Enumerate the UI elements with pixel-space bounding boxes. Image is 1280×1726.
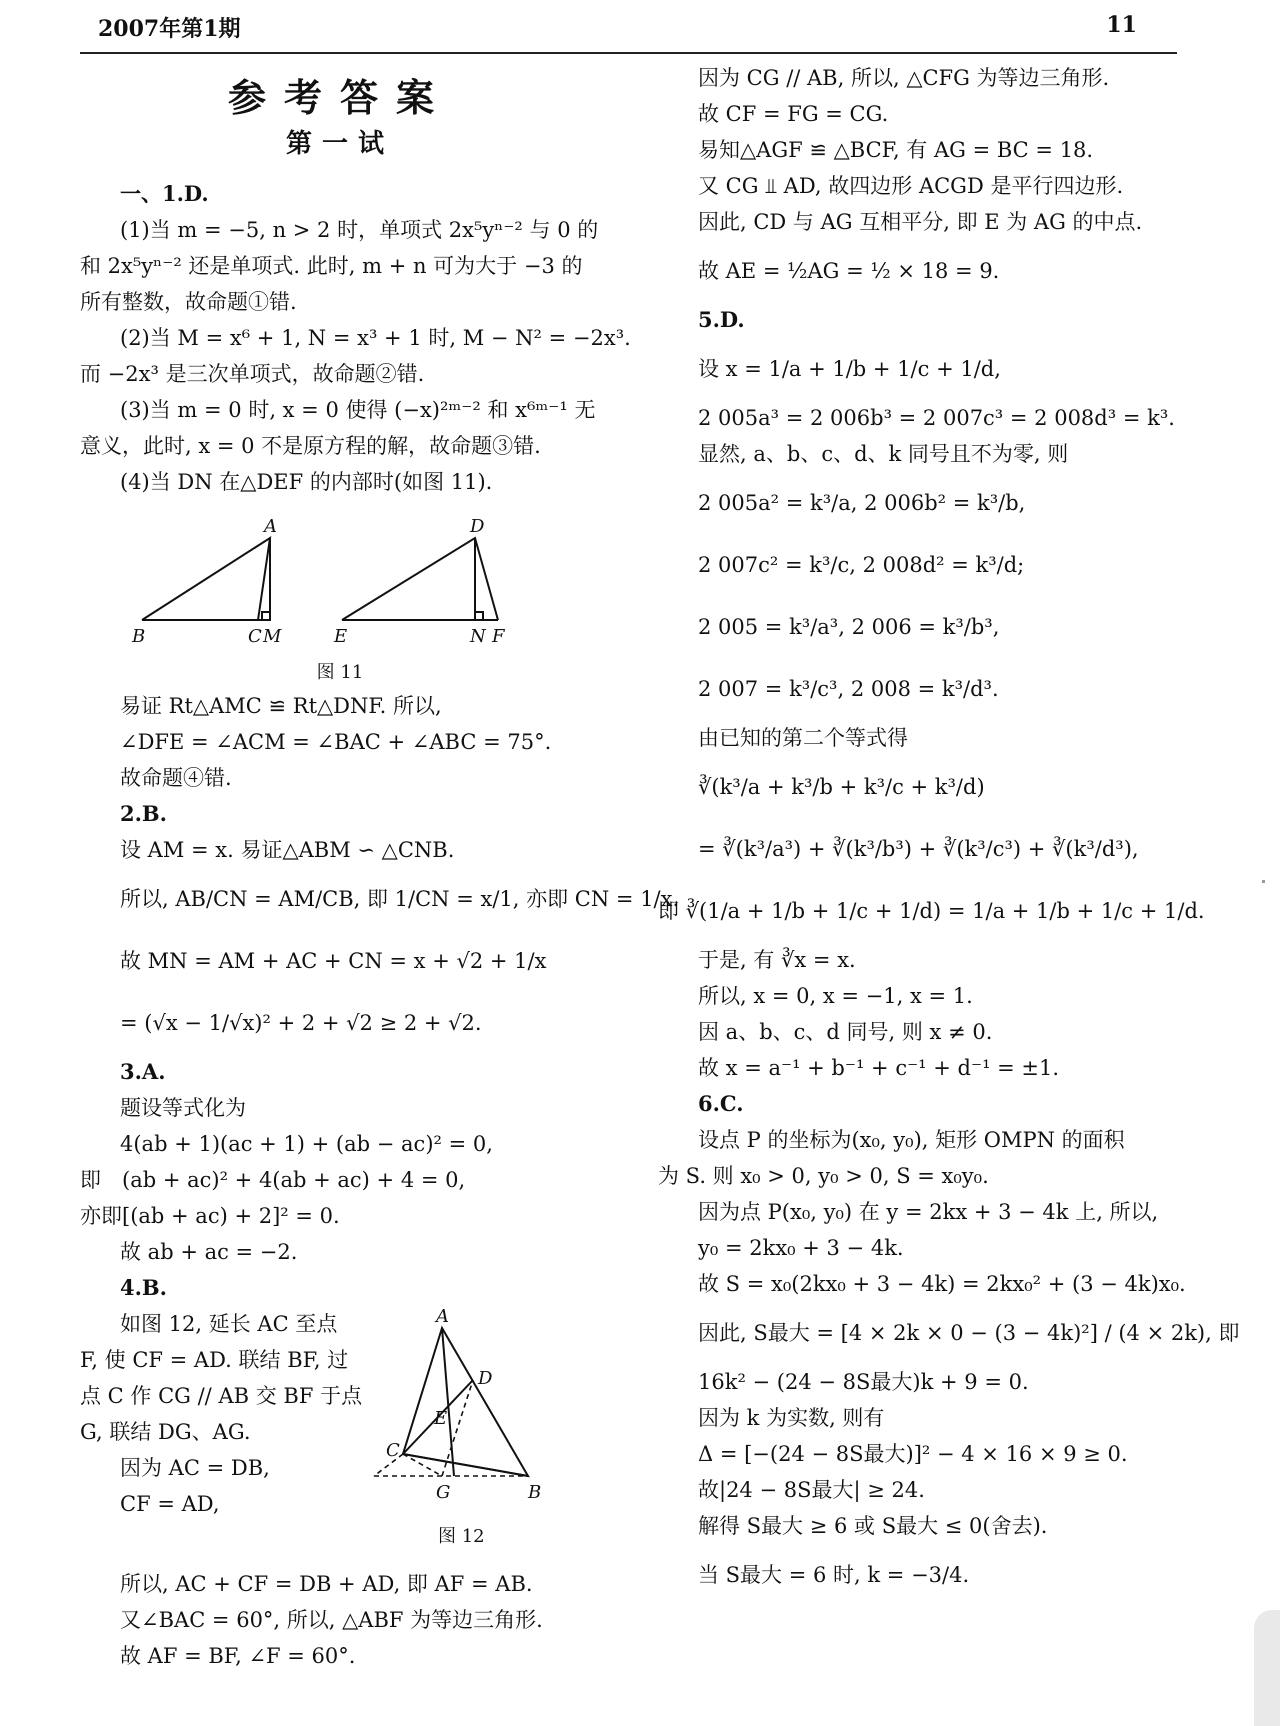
text-line: 解得 S最大 ≥ 6 或 S最大 ≤ 0(舍去). <box>698 1514 1048 1538</box>
answer-4-heading: 4.B. <box>120 1275 167 1300</box>
page-header <box>80 0 1177 54</box>
text-line: 因此, CD 与 AG 互相平分, 即 E 为 AG 的中点. <box>698 210 1143 234</box>
page-title: 参考答案 <box>227 75 452 120</box>
text-line: 点 C 作 CG // AB 交 BF 于点 <box>80 1384 363 1408</box>
text-line: 题设等式化为 <box>120 1096 246 1120</box>
formula-line: = ∛(k³/a³) + ∛(k³/b³) + ∛(k³/c³) + ∛(k³/d³), <box>698 837 1139 861</box>
label-F: F <box>492 626 505 647</box>
text-line: 所以, AC + CF = DB + AD, 即 AF = AB. <box>120 1572 533 1596</box>
text-line: 于是, 有 ∛x = x. <box>698 948 856 972</box>
text-line: (4)当 DN 在△DEF 的内部时(如图 11). <box>120 470 493 494</box>
text-line: (2)当 M = x⁶ + 1, N = x³ + 1 时, M − N² = −2x³. <box>120 326 631 350</box>
answer-1-heading: 一、1.D. <box>120 181 209 206</box>
left-column <box>80 60 680 1674</box>
label-M: M <box>263 626 282 647</box>
formula-line: 2 005a² = k³/a, 2 006b² = k³/b, <box>698 491 1026 515</box>
formula-line: 故 AE = ½AG = ½ × 18 = 9. <box>698 259 1000 283</box>
page-edge-tab <box>1254 1610 1280 1726</box>
text-line: 设点 P 的坐标为(x₀, y₀), 矩形 OMPN 的面积 <box>698 1128 1125 1152</box>
text-line: 因为 AC = DB, <box>120 1456 270 1480</box>
triangle-abc <box>142 538 270 620</box>
formula-line: ∛(k³/a + k³/b + k³/c + k³/d) <box>698 775 985 799</box>
text-line: 因为点 P(x₀, y₀) 在 y = 2kx + 3 − 4k 上, 所以, <box>698 1200 1159 1224</box>
text-line: 故 S = x₀(2kx₀ + 3 − 4k) = 2kx₀² + (3 − 4k)x₀. <box>698 1272 1186 1296</box>
text-line: 亦即[(ab + ac) + 2]² = 0. <box>80 1204 340 1228</box>
figure-11-caption: 图 11 <box>316 662 364 683</box>
text-line: 又∠BAC = 60°, 所以, △ABF 为等边三角形. <box>120 1608 543 1632</box>
formula-line: 故 MN = AM + AC + CN = x + √2 + 1/x <box>120 949 547 973</box>
text-line: 易证 Rt△AMC ≌ Rt△DNF. 所以, <box>120 694 442 718</box>
text-line: y₀ = 2kx₀ + 3 − 4k. <box>698 1236 904 1260</box>
label-A: A <box>436 1306 449 1327</box>
formula-line: 2 007c² = k³/c, 2 008d² = k³/d; <box>698 553 1025 577</box>
answer-3-heading: 3.A. <box>120 1059 166 1084</box>
text-line: 如图 12, 延长 AC 至点 <box>120 1312 338 1336</box>
text-line: 所有整数，故命题①错. <box>80 290 297 314</box>
text-line: 因为 CG // AB, 所以, △CFG 为等边三角形. <box>698 66 1110 90</box>
text-line: 为 S. 则 x₀ > 0, y₀ > 0, S = x₀y₀. <box>658 1164 989 1188</box>
label-N: N <box>470 626 486 647</box>
text-line: 由已知的第二个等式得 <box>698 726 908 750</box>
label-C: C <box>386 1440 400 1461</box>
answer-5-heading: 5.D. <box>698 307 745 332</box>
answer-6-heading: 6.C. <box>698 1091 744 1116</box>
formula-line: 2 005 = k³/a³, 2 006 = k³/b³, <box>698 615 1000 639</box>
formula-line: 即 ∛(1/a + 1/b + 1/c + 1/d) = 1/a + 1/b + 1/c + 1/d. <box>658 899 1205 923</box>
figure-12-caption: 图 12 <box>438 1526 485 1547</box>
text-line: 而 −2x³ 是三次单项式，故命题②错. <box>80 362 425 386</box>
text-line: (1)当 m = −5, n > 2 时，单项式 2x⁵yⁿ⁻² 与 0 的 <box>120 218 599 242</box>
label-B: B <box>132 626 146 647</box>
text-line: 故 AF = BF, ∠F = 60°. <box>120 1644 356 1668</box>
figure-12 <box>386 1306 578 1556</box>
label-D: D <box>478 1368 493 1389</box>
scan-speck <box>1262 880 1265 883</box>
text-line: 即 (ab + ac)² + 4(ab + ac) + 4 = 0, <box>80 1168 466 1192</box>
formula-line: = (√x − 1/√x)² + 2 + √2 ≥ 2 + √2. <box>120 1011 482 1035</box>
text-line: 显然, a、b、c、d、k 同号且不为零, 则 <box>698 442 1069 466</box>
text-line: 2 005a³ = 2 006b³ = 2 007c³ = 2 008d³ = k³. <box>698 406 1175 430</box>
text-line: 意义，此时, x = 0 不是原方程的解，故命题③错. <box>80 434 541 458</box>
text-line: CF = AD, <box>120 1492 220 1516</box>
formula-line: 因此, S最大 = [4 × 2k × 0 − (3 − 4k)²] / (4 × 2k), 即 <box>698 1321 1240 1345</box>
label-C: C <box>248 626 262 647</box>
text-line: 故 x = a⁻¹ + b⁻¹ + c⁻¹ + d⁻¹ = ±1. <box>698 1056 1060 1080</box>
text-line: 故 CF = FG = CG. <box>698 102 889 126</box>
right-column <box>658 60 1240 1606</box>
text-line: 4(ab + 1)(ac + 1) + (ab − ac)² = 0, <box>120 1132 493 1156</box>
answer-2-heading: 2.B. <box>120 801 167 826</box>
section-title: 第一试 <box>285 129 394 159</box>
formula-line: 2 007 = k³/c³, 2 008 = k³/d³. <box>698 677 999 701</box>
text-line: 和 2x⁵yⁿ⁻² 还是单项式. 此时, m + n 可为大于 −3 的 <box>80 254 583 278</box>
text-line: G, 联结 DG、AG. <box>80 1420 251 1444</box>
text-line: Δ = [−(24 − 8S最大)]² − 4 × 16 × 9 ≥ 0. <box>698 1442 1128 1466</box>
text-line: 设 AM = x. 易证△ABM ∽ △CNB. <box>120 838 455 862</box>
text-line: 故|24 − 8S最大| ≥ 24. <box>698 1478 925 1502</box>
text-line: 因 a、b、c、d 同号, 则 x ≠ 0. <box>698 1020 993 1044</box>
text-line: (3)当 m = 0 时, x = 0 使得 (−x)²ᵐ⁻² 和 x⁶ᵐ⁻¹ 无 <box>120 398 596 422</box>
text-line: 故命题④错. <box>120 766 232 790</box>
formula-line: 设 x = 1/a + 1/b + 1/c + 1/d, <box>698 357 1001 381</box>
label-B: B <box>528 1482 542 1503</box>
label-E: E <box>334 626 348 647</box>
figure-11 <box>80 508 600 658</box>
page-number: 11 <box>1106 12 1137 38</box>
label-D: D <box>470 516 485 537</box>
text-line: 又 CG ⫫ AD, 故四边形 ACGD 是平行四边形. <box>698 174 1124 198</box>
text-line: 16k² − (24 − 8S最大)k + 9 = 0. <box>698 1370 1029 1394</box>
text-line: 所以, x = 0, x = −1, x = 1. <box>698 984 973 1008</box>
figure-12-block <box>80 1306 600 1566</box>
label-E: E <box>434 1408 448 1429</box>
text-line: 易知△AGF ≌ △BCF, 有 AG = BC = 18. <box>698 138 1094 162</box>
text-line: 因为 k 为实数, 则有 <box>698 1406 885 1430</box>
issue-label: 2007年第1期 <box>98 16 241 42</box>
text-line: F, 使 CF = AD. 联结 BF, 过 <box>80 1348 349 1372</box>
label-G: G <box>436 1482 451 1503</box>
triangle-abc-fig12 <box>403 1328 528 1476</box>
label-A: A <box>264 516 277 537</box>
formula-line: 当 S最大 = 6 时, k = −3/4. <box>698 1563 970 1587</box>
text-line: 故 ab + ac = −2. <box>120 1240 298 1264</box>
text-line: ∠DFE = ∠ACM = ∠BAC + ∠ABC = 75°. <box>120 730 552 754</box>
formula-line: 所以, AB/CN = AM/CB, 即 1/CN = x/1, 亦即 CN = 1/x. <box>120 887 680 911</box>
